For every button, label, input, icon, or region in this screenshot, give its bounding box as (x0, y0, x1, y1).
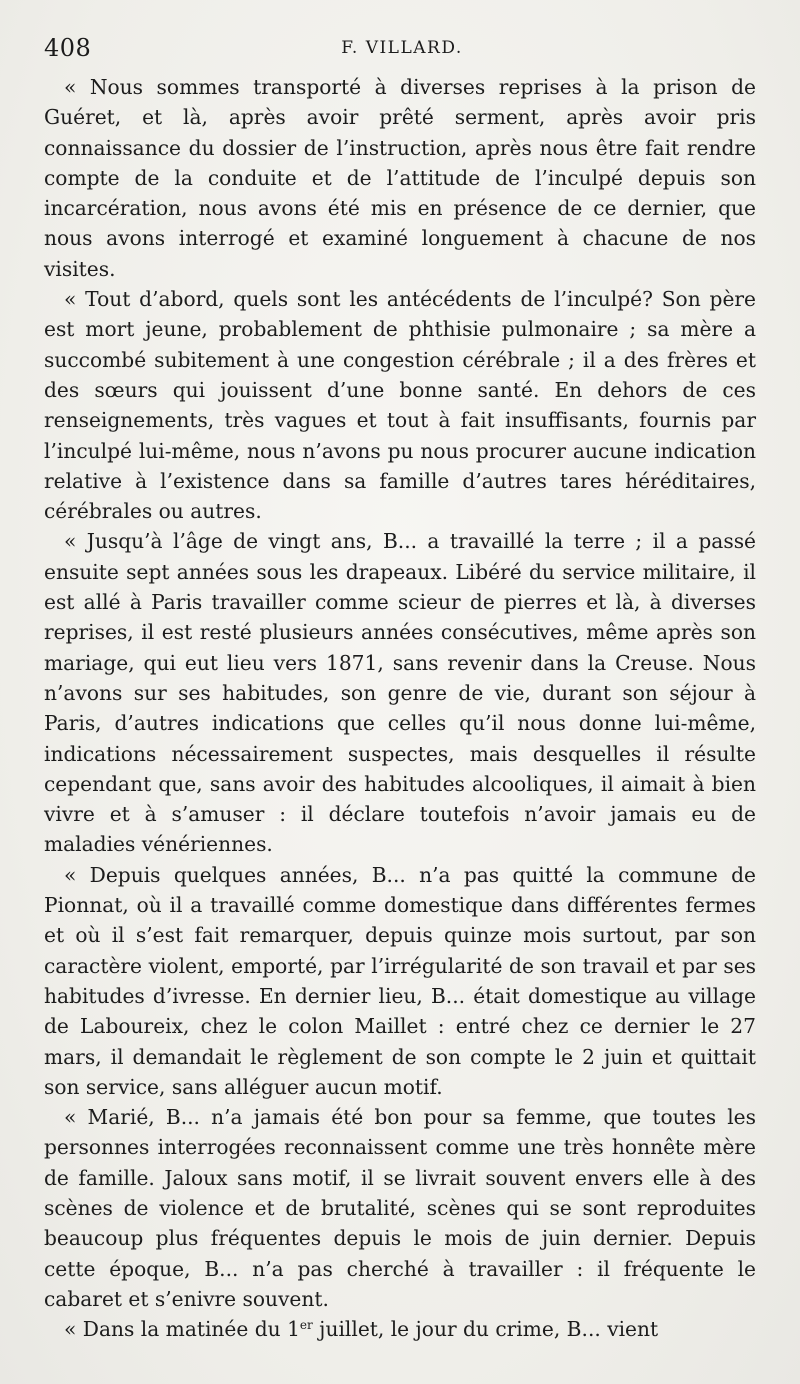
paragraph-antecedents: « Tout d’abord, quels sont les antécédents de l’inculpé? Son père est mort jeune, probablement de phthisie pulmonaire ; sa mère a succombé subitement à une congestion cérébrale ; il a des frères et des sœurs qui jouissent d’une bonne santé. En dehors de ces renseignements, très vagues et tout à fait insuffisants, fournis par l’inculpé lui-même, nous n’avons pu nous procurer aucune indication relative à l’existence dans sa famille d’autres tares héréditaires, cérébrales ou autres. (44, 287, 756, 524)
paragraph-marriage: « Marié, B... n’a jamais été bon pour sa femme, que toutes les personnes interrogées reconnaissent comme une très honnête mère de famille. Jaloux sans motif, il se livrait souvent envers elle à des scènes de violence et de brutalité, scènes qui se sont reproduites beaucoup plus fréquentes depuis le mois de juin dernier. Depuis cette époque, B... n’a pas cherché à travailler : il fréquente le cabaret et s’enivre souvent. (44, 1105, 756, 1311)
paragraph-day-of-crime (44, 1314, 756, 1344)
page-number: 408 (44, 34, 92, 62)
running-head-author: F. VILLARD. (341, 38, 463, 58)
running-head (44, 34, 760, 64)
paragraph-day-of-crime-start: « Dans la matinée du 1 (64, 1317, 300, 1342)
paragraph-day-of-crime-end: juillet, le jour du crime, B... vient (312, 1317, 659, 1342)
paragraph-work-history: « Jusqu’à l’âge de vingt ans, B... a travaillé la terre ; il a passé ensuite sept années sous les drapeaux. Libéré du service militaire, il est allé à Paris travailler comme scieur de pierres et là, à diverses reprises, il est resté plusieurs années consécutives, même après son mariage, qui eut lieu vers 1871, sans revenir dans la Creuse. Nous n’avons sur ses habitudes, son genre de vie, durant son séjour à Paris, d’autres indications que celles qu’il nous donne lui-même, indications nécessairement suspectes, mais desquelles il résulte cependant que, sans avoir des habitudes alcooliques, il aimait à bien vivre et à s’amuser : il déclare toutefois n’avoir jamais eu de maladies vénériennes. (44, 529, 756, 857)
paragraph-recent-years: « Depuis quelques années, B... n’a pas quitté la commune de Pionnat, où il a travaillé comme domestique dans différentes fermes et où il s’est fait remarquer, depuis quinze mois surtout, par son caractère violent, emporté, par l’irrégularité de son travail et par ses habitudes d’ivresse. En dernier lieu, B... était domestique au village de Laboureix, chez le colon Maillet : entré chez ce dernier le 27 mars, il demandait le règlement de son compte le 2 juin et quittait son service, sans alléguer aucun motif. (44, 862, 756, 1099)
ordinal-superscript: er (299, 1318, 313, 1333)
body-text (44, 72, 756, 1344)
paragraph-prison-visits: « Nous sommes transporté à diverses reprises à la prison de Guéret, et là, après avoir prêté serment, après avoir pris connaissance du dossier de l’instruction, après nous être fait rendre compte de la conduite et de l’attitude de l’inculpé depuis son incarcération, nous avons été mis en présence de ce dernier, que nous avons interrogé et examiné longuement à chacune de nos visites. (44, 75, 756, 281)
